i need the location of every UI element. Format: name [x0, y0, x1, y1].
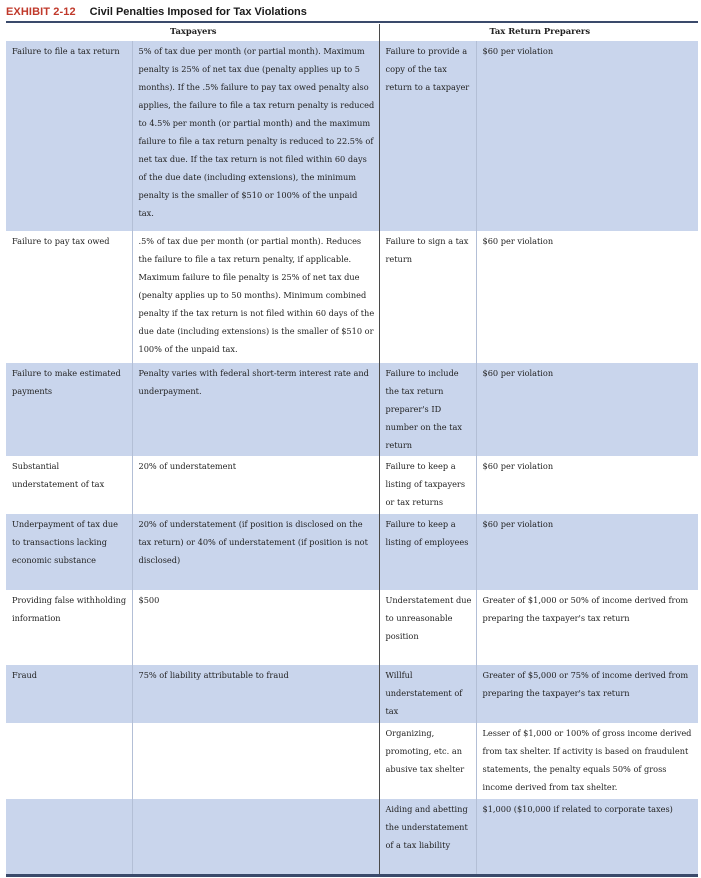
taxpayer-penalty: .5% of tax due per month (or partial month). Reduces the failure to file a tax return penalty, if applicable. Maximum failure to file penalty is 25% of net tax due (penalty applies up to 50 months). Minimum combined penalty if the tax return is not filed within 60 days of the due date (including extensions) is the smaller of $510 or 100% of the unpaid tax. [132, 231, 379, 363]
table-row [6, 41, 698, 231]
preparer-violation: Failure to keep a listing of employees [379, 514, 476, 590]
taxpayer-violation: Providing false withholding information [6, 590, 132, 665]
taxpayer-violation: Failure to make estimated payments [6, 363, 132, 456]
penalties-table [6, 24, 698, 874]
taxpayer-penalty: 20% of understatement (if position is disclosed on the tax return) or 40% of understatement (if position is not disclosed) [132, 514, 379, 590]
preparer-penalty: $60 per violation [476, 514, 698, 590]
taxpayer-violation [6, 723, 132, 799]
preparers-header: Tax Return Preparers [379, 24, 698, 41]
preparer-penalty: $60 per violation [476, 456, 698, 514]
preparer-violation: Failure to provide a copy of the tax return to a taxpayer [379, 41, 476, 231]
preparer-penalty: $60 per violation [476, 231, 698, 363]
taxpayer-penalty: $500 [132, 590, 379, 665]
taxpayer-penalty: 75% of liability attributable to fraud [132, 665, 379, 723]
preparer-violation: Organizing, promoting, etc. an abusive tax shelter [379, 723, 476, 799]
table-row [6, 363, 698, 456]
preparer-violation: Failure to include the tax return preparer's ID number on the tax return [379, 363, 476, 456]
taxpayer-violation: Underpayment of tax due to transactions lacking economic substance [6, 514, 132, 590]
preparer-violation: Failure to keep a listing of taxpayers or tax returns [379, 456, 476, 514]
taxpayer-penalty: 5% of tax due per month (or partial month). Maximum penalty is 25% of net tax due (penalty applies up to 5 months). If the .5% failure to pay tax owed penalty also applies, the failure to file a tax return penalty is reduced to 4.5% per month (or partial month) and the maximum failure to file a tax return penalty is reduced to 22.5% of net tax due. If the tax return is not filed within 60 days of the due date (including extensions), the minimum penalty is the smaller of $510 or 100% of the unpaid tax. [132, 41, 379, 231]
taxpayer-penalty: 20% of understatement [132, 456, 379, 514]
exhibit-header [6, 4, 307, 20]
taxpayer-violation: Failure to file a tax return [6, 41, 132, 231]
table-row [6, 799, 698, 874]
taxpayer-violation: Fraud [6, 665, 132, 723]
taxpayer-violation [6, 799, 132, 874]
preparer-violation: Aiding and abetting the understatement of a tax liability [379, 799, 476, 874]
preparer-penalty: $60 per violation [476, 41, 698, 231]
top-rule [6, 21, 698, 23]
table-row [6, 665, 698, 723]
table-row [6, 514, 698, 590]
preparer-penalty: $1,000 ($10,000 if related to corporate taxes) [476, 799, 698, 874]
preparer-violation: Failure to sign a tax return [379, 231, 476, 363]
table-row [6, 456, 698, 514]
preparer-violation: Understatement due to unreasonable position [379, 590, 476, 665]
preparer-violation: Willful understatement of tax [379, 665, 476, 723]
table-header-row [6, 24, 698, 41]
preparer-penalty: Greater of $1,000 or 50% of income derived from preparing the taxpayer's tax return [476, 590, 698, 665]
taxpayers-header: Taxpayers [6, 24, 379, 41]
preparer-penalty: Lesser of $1,000 or 100% of gross income derived from tax shelter. If activity is based on fraudulent statements, the penalty equals 50% of gross income derived from tax shelter. [476, 723, 698, 799]
table-row [6, 723, 698, 799]
exhibit-title: Civil Penalties Imposed for Tax Violations [89, 6, 307, 18]
table-row [6, 590, 698, 665]
taxpayer-violation: Failure to pay tax owed [6, 231, 132, 363]
exhibit-label: EXHIBIT 2-12 [6, 6, 76, 18]
preparer-penalty: Greater of $5,000 or 75% of income derived from preparing the taxpayer's tax return [476, 665, 698, 723]
preparer-penalty: $60 per violation [476, 363, 698, 456]
taxpayer-penalty: Penalty varies with federal short-term interest rate and underpayment. [132, 363, 379, 456]
bottom-rule [6, 874, 698, 877]
taxpayer-violation: Substantial understatement of tax [6, 456, 132, 514]
table-row [6, 231, 698, 363]
taxpayer-penalty [132, 799, 379, 874]
taxpayer-penalty [132, 723, 379, 799]
